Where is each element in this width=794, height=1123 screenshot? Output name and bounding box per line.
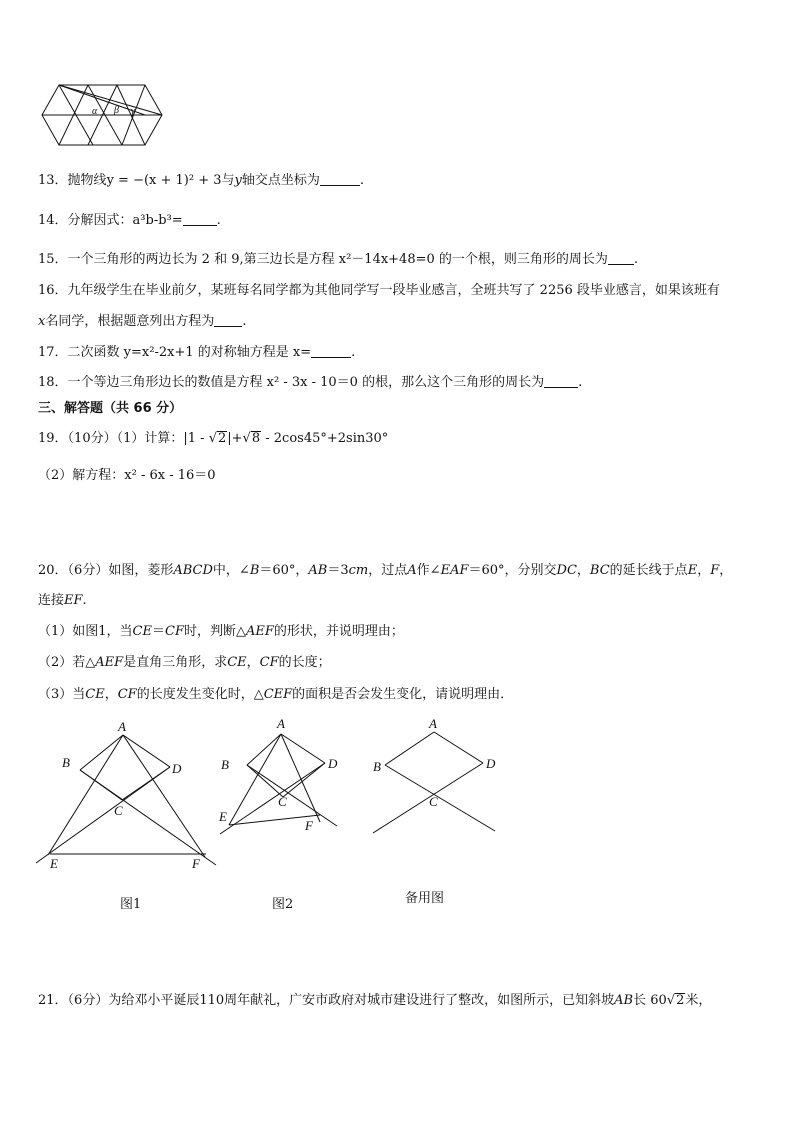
question-19: 19．（10分）（1）计算：|1 - √2|+√8 - 2cos45°+2sin30° (38, 431, 389, 446)
answer-blank[interactable] (544, 374, 578, 388)
point-E: E (219, 809, 227, 824)
point-B: B (62, 755, 70, 770)
answer-blank[interactable] (214, 313, 242, 327)
angle-alpha-label: α (92, 106, 98, 117)
point-B: B (373, 759, 381, 774)
question-19-part2: （2）解方程：x² - 6x - 16＝0 (38, 468, 216, 483)
question-20-part2: （2）若△AEF是直角三角形，求CE，CF的长度； (38, 655, 331, 670)
figure-2 (215, 712, 345, 842)
point-E: E (50, 856, 58, 871)
point-B: B (221, 757, 229, 772)
spare-figure (365, 712, 505, 837)
question-16: 16．九年级学生在毕业前夕，某班每名同学都为其他同学写一段毕业感言，全班共写了 2256 段毕业感言，如果该班有 (38, 283, 720, 298)
point-A: A (118, 719, 126, 734)
question-17: 17．二次函数 y=x²-2x+1 的对称轴方程是 x= . (38, 345, 356, 360)
point-D: D (172, 761, 182, 776)
question-20-part1: （1）如图1，当CE＝CF时，判断△AEF的形状，并说明理由； (38, 624, 404, 639)
question-20-part3: （3）当CE，CF的长度发生变化时，△CEF的面积是否会发生变化，请说明理由． (38, 687, 514, 702)
caption-figure-1: 图1 (120, 897, 142, 912)
question-16-line2: x名同学，根据题意列出方程为 . (38, 314, 247, 329)
question-13: 13．抛物线y = −(x + 1)² + 3与y轴交点坐标为 . (38, 173, 365, 188)
question-20: 20．（6分）如图，菱形ABCD中，∠B＝60°，AB＝3cm，过点A作∠EAF＝60°，分别交DC，BC的延长线于点E，F， (38, 563, 733, 578)
point-D: D (328, 756, 338, 771)
figure-1 (30, 715, 225, 875)
parabola-equation: y = −(x + 1)² + 3 (106, 173, 222, 188)
question-14: 14．分解因式：a³b-b³= . (38, 213, 221, 228)
angle-gamma-label: γ (131, 106, 135, 117)
caption-figure-2: 图2 (272, 897, 294, 912)
answer-blank[interactable] (320, 172, 360, 186)
point-C: C (278, 794, 287, 809)
point-A: A (277, 716, 285, 731)
question-20-line2: 连接EF. (38, 593, 87, 608)
answer-blank[interactable] (608, 251, 634, 265)
point-F: F (305, 818, 313, 833)
point-D: D (486, 756, 496, 771)
point-A: A (429, 716, 437, 731)
point-C: C (429, 794, 438, 809)
answer-blank[interactable] (183, 212, 217, 226)
point-C: C (114, 803, 123, 818)
caption-spare-figure: 备用图 (405, 891, 445, 906)
answer-blank[interactable] (311, 344, 351, 358)
hexagon-figure (40, 83, 164, 149)
point-F: F (192, 856, 200, 871)
angle-beta-label: β (114, 105, 119, 116)
question-18: 18．一个等边三角形边长的数值是方程 x² - 3x - 10＝0 的根，那么这个三角形的周长为 . (38, 375, 583, 390)
question-21: 21．（6分）为给邓小平诞辰110周年献礼，广安市政府对城市建设进行了整改，如图所示，已知斜坡AB长 60√2米， (38, 993, 712, 1008)
question-15: 15．一个三角形的两边长为 2 和 9,第三边长是方程 x²－14x+48=0 的一个根，则三角形的周长为 . (38, 252, 639, 267)
section-title: 三、解答题（共 66 分） (38, 401, 183, 416)
